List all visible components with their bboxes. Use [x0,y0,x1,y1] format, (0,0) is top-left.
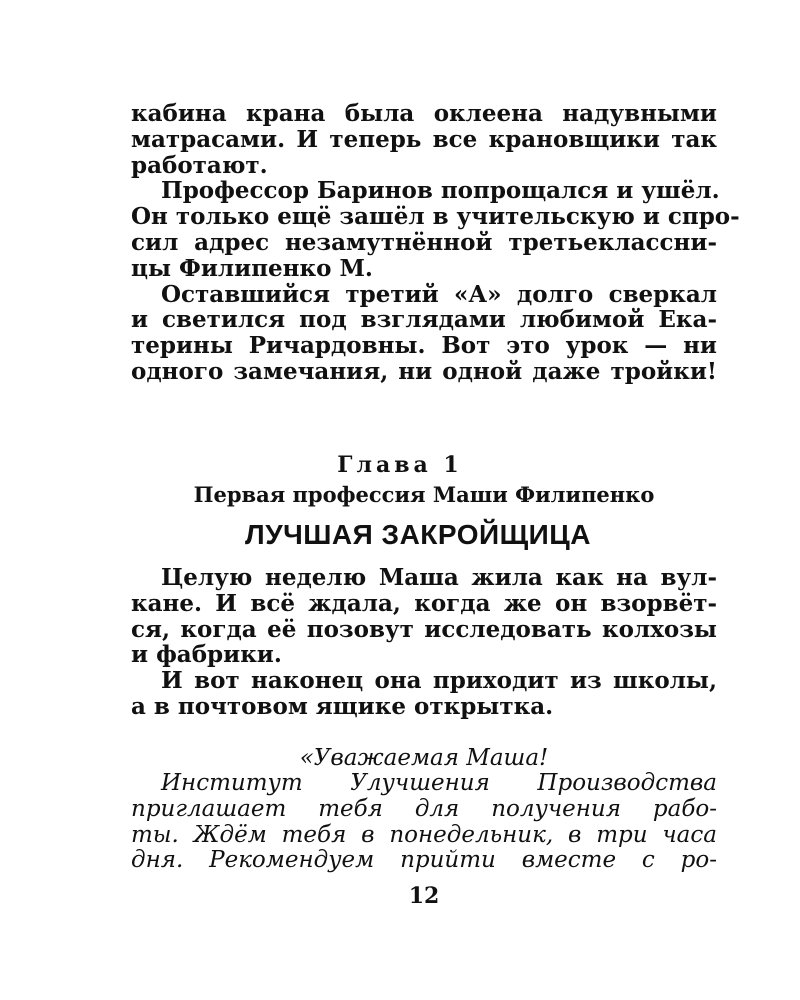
text-line: а в почтовом ящике открытка. [131,692,554,720]
text-line: Профессор Баринов попрощался и ушёл. [161,177,720,205]
paragraph-crane [131,101,717,178]
text-line: терины Ричардовны. Вот это урок — ни [131,332,717,360]
letter-greeting: «Уважаемая Маша! [299,745,549,771]
paragraph-volcano [131,565,717,668]
text-line: матрасами. И теперь все крановщики так [131,125,717,153]
paragraph-professor [131,177,740,282]
page-number: 12 [408,883,440,909]
text-line: И вот наконец она приходит из школы, [161,667,717,695]
text-line: дня. Рекомендуем прийти вместе с ро- [131,847,717,874]
paragraph-postcard [131,668,717,720]
text-line: Целую неделю Маша жила как на вул- [161,564,717,591]
text-line: цы Филипенко М. [131,254,373,282]
letter-text-block [131,771,717,874]
text-line: ся, когда её позовут исследовать колхозы [131,615,717,643]
text-line: кабина крана была оклеена надувными [131,100,717,127]
text-line: сил адрес незамутнённой третьеклассни- [131,228,717,256]
text-line: приглашает тебя для получения рабо- [131,795,717,822]
text-line: кане. И всё ждала, когда же он взорвёт- [131,589,717,617]
text-line: и светился под взглядами любимой Ека- [131,306,717,334]
text-line: одного замечания, ни одной даже тройки! [131,357,717,385]
text-line: Он только ещё зашёл в учительскую и спро- [131,203,740,231]
chapter-subtitle: Первая профессия Маши Филипенко [193,482,655,507]
chapter-title: ЛУЧШАЯ ЗАКРОЙЩИЦА [245,519,591,550]
chapter-label: Глава 1 [337,452,463,478]
middle-text-block [131,565,717,720]
text-line: и фабрики. [131,641,282,669]
paragraph-third-a [131,282,717,385]
text-line: работают. [131,151,268,179]
text-line: Оставшийся третий «А» долго сверкал [161,280,717,308]
letter-paragraph [131,771,717,874]
text-line: ты. Ждём тебя в понедельник, в три часа [131,821,717,848]
text-line: Институт Улучшения Производства [161,770,717,796]
top-text-block [131,100,740,385]
